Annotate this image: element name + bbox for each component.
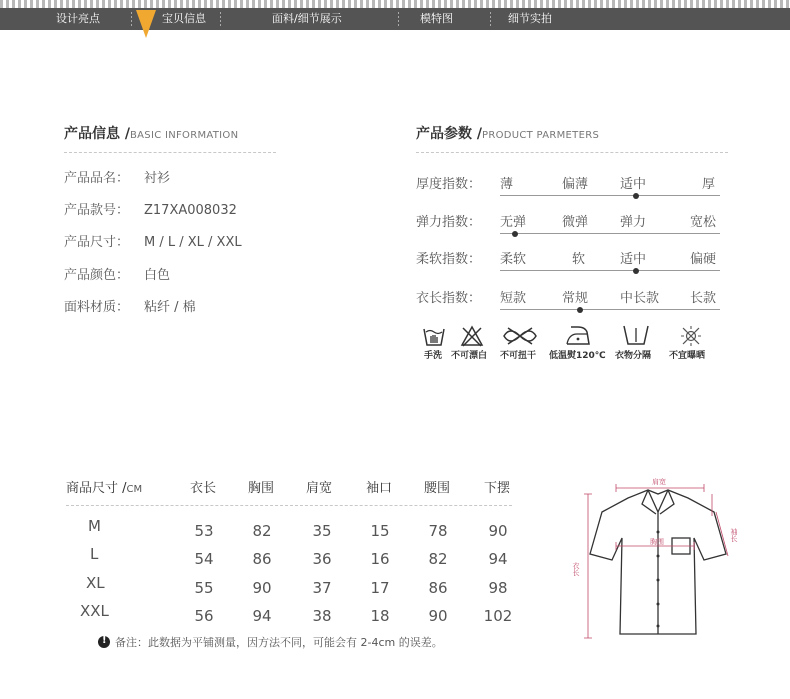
param-scale-line bbox=[500, 233, 720, 234]
nav-separator bbox=[490, 12, 491, 26]
diagram-label-sleeve: 袖长 bbox=[730, 528, 738, 542]
column-header: 袖口 bbox=[366, 481, 393, 496]
no-sun-dry-icon bbox=[680, 325, 702, 347]
param-option: 软 bbox=[572, 252, 586, 267]
nav-separator bbox=[398, 12, 399, 26]
size-table-unit: CM bbox=[126, 484, 143, 495]
size-value: 54 bbox=[194, 550, 214, 568]
param-option: 长款 bbox=[690, 291, 717, 306]
nav-separator bbox=[220, 12, 221, 26]
info-label: 产品品名： bbox=[64, 171, 130, 186]
nav-top-stripe bbox=[0, 0, 790, 8]
size-value: 56 bbox=[194, 607, 214, 625]
column-header: 衣长 bbox=[190, 481, 217, 496]
parameters-subtitle: PRODUCT PARMETERS bbox=[482, 130, 600, 141]
nav-item-fabric[interactable]: 面料/细节展示 bbox=[272, 12, 342, 25]
info-label: 产品款号： bbox=[64, 203, 130, 218]
shirt-outline-icon bbox=[590, 490, 726, 634]
column-header: 胸围 bbox=[248, 481, 275, 496]
param-option: 薄 bbox=[500, 177, 514, 192]
size-value: 18 bbox=[370, 607, 390, 625]
size-value: 86 bbox=[428, 579, 448, 597]
size-value: 90 bbox=[488, 522, 508, 540]
care-label-no-bleach: 不可漂白 bbox=[451, 351, 488, 361]
info-label: 产品尺寸： bbox=[64, 235, 130, 250]
size-value: 90 bbox=[428, 607, 448, 625]
info-value: 衬衫 bbox=[144, 171, 171, 186]
size-value: 36 bbox=[312, 550, 332, 568]
parameters-divider bbox=[416, 152, 728, 153]
column-header: 肩宽 bbox=[306, 481, 333, 496]
param-label: 弹力指数： bbox=[416, 215, 482, 230]
nav-bar bbox=[0, 8, 790, 30]
column-header: 下摆 bbox=[484, 481, 511, 496]
basic-info-divider bbox=[64, 152, 276, 153]
param-label: 衣长指数： bbox=[416, 291, 482, 306]
size-table-title-text: 商品尺寸 / bbox=[66, 481, 127, 496]
basic-info-title-text: 产品信息 / bbox=[64, 126, 130, 142]
size-value: 94 bbox=[252, 607, 272, 625]
param-selected-marker bbox=[512, 231, 518, 237]
param-selected-marker bbox=[633, 268, 639, 274]
diagram-label-shoulder: 肩宽 bbox=[652, 478, 666, 486]
size-label: XL bbox=[86, 574, 105, 592]
size-value: 16 bbox=[370, 550, 390, 568]
param-option: 中长款 bbox=[620, 291, 660, 306]
no-wring-icon bbox=[500, 326, 540, 346]
info-value: 粘纤 / 棉 bbox=[144, 300, 196, 315]
care-label-no-wring: 不可扭干 bbox=[500, 351, 537, 361]
size-value: 90 bbox=[252, 579, 272, 597]
warning-icon bbox=[98, 636, 110, 648]
parameters-title bbox=[416, 123, 599, 143]
care-label-hand-wash: 手洗 bbox=[424, 351, 443, 361]
size-label: XXL bbox=[80, 602, 109, 620]
size-label: L bbox=[90, 545, 99, 563]
nav-active-marker bbox=[136, 10, 156, 38]
param-option: 常规 bbox=[562, 291, 589, 306]
size-value: 17 bbox=[370, 579, 390, 597]
nav-item-detail[interactable]: 细节实拍 bbox=[508, 12, 552, 25]
care-label-separate: 衣物分隔 bbox=[615, 351, 652, 361]
param-selected-marker bbox=[633, 193, 639, 199]
info-label: 产品颜色： bbox=[64, 268, 130, 283]
size-table-divider bbox=[66, 505, 512, 506]
size-value: 82 bbox=[252, 522, 272, 540]
nav-item-model[interactable]: 模特图 bbox=[420, 12, 453, 25]
param-option: 偏硬 bbox=[690, 252, 717, 267]
param-option: 弹力 bbox=[620, 215, 647, 230]
param-label: 厚度指数： bbox=[416, 177, 482, 192]
size-value: 102 bbox=[483, 607, 513, 625]
param-scale-line bbox=[500, 270, 720, 271]
care-label-low-iron: 低温熨120℃ bbox=[549, 351, 606, 361]
size-note: 备注：此数据为平铺测量，因方法不同，可能会有 2-4cm 的误差。 bbox=[115, 636, 443, 649]
info-value: M / L / XL / XXL bbox=[144, 235, 242, 250]
separate-wash-icon bbox=[622, 324, 650, 346]
param-option: 偏薄 bbox=[562, 177, 589, 192]
param-label: 柔软指数： bbox=[416, 252, 482, 267]
param-scale-line bbox=[500, 195, 720, 196]
care-label-no-sun: 不宜曝晒 bbox=[669, 351, 706, 361]
info-row-style-number bbox=[64, 199, 237, 218]
info-value: Z17XA008032 bbox=[144, 203, 237, 218]
size-value: 55 bbox=[194, 579, 214, 597]
size-value: 82 bbox=[428, 550, 448, 568]
no-bleach-icon bbox=[460, 325, 484, 347]
low-iron-icon bbox=[565, 324, 591, 346]
param-selected-marker bbox=[577, 307, 583, 313]
info-row-color bbox=[64, 264, 170, 283]
diagram-label-chest: 胸围 bbox=[650, 538, 664, 546]
nav-separator bbox=[131, 12, 132, 26]
size-value: 38 bbox=[312, 607, 332, 625]
column-header: 腰围 bbox=[424, 481, 451, 496]
param-scale-line bbox=[500, 309, 720, 310]
param-option: 柔软 bbox=[500, 252, 527, 267]
basic-info-subtitle: BASIC INFORMATION bbox=[130, 130, 239, 141]
nav-item-product-info[interactable]: 宝贝信息 bbox=[162, 12, 206, 25]
info-label: 面料材质： bbox=[64, 300, 130, 315]
param-option: 适中 bbox=[620, 177, 647, 192]
basic-info-title bbox=[64, 123, 238, 143]
param-option: 短款 bbox=[500, 291, 527, 306]
size-label: M bbox=[88, 517, 101, 535]
size-value: 98 bbox=[488, 579, 508, 597]
diagram-label-length: 衣长 bbox=[572, 562, 580, 576]
size-value: 86 bbox=[252, 550, 272, 568]
size-value: 94 bbox=[488, 550, 508, 568]
size-value: 37 bbox=[312, 579, 332, 597]
info-value: 白色 bbox=[144, 268, 171, 283]
size-value: 78 bbox=[428, 522, 448, 540]
nav-item-design[interactable]: 设计亮点 bbox=[56, 12, 100, 25]
info-row-name bbox=[64, 167, 170, 186]
info-row-size bbox=[64, 231, 242, 250]
param-option: 微弹 bbox=[562, 215, 589, 230]
param-option: 厚 bbox=[702, 177, 716, 192]
size-value: 53 bbox=[194, 522, 214, 540]
info-row-material bbox=[64, 296, 196, 315]
param-option: 无弹 bbox=[500, 215, 527, 230]
parameters-title-text: 产品参数 / bbox=[416, 126, 482, 142]
size-value: 35 bbox=[312, 522, 332, 540]
shirt-measurement-diagram bbox=[572, 476, 746, 651]
param-option: 宽松 bbox=[690, 215, 717, 230]
size-table-title bbox=[66, 477, 142, 496]
size-value: 15 bbox=[370, 522, 390, 540]
hand-wash-icon bbox=[423, 325, 445, 347]
param-option: 适中 bbox=[620, 252, 647, 267]
